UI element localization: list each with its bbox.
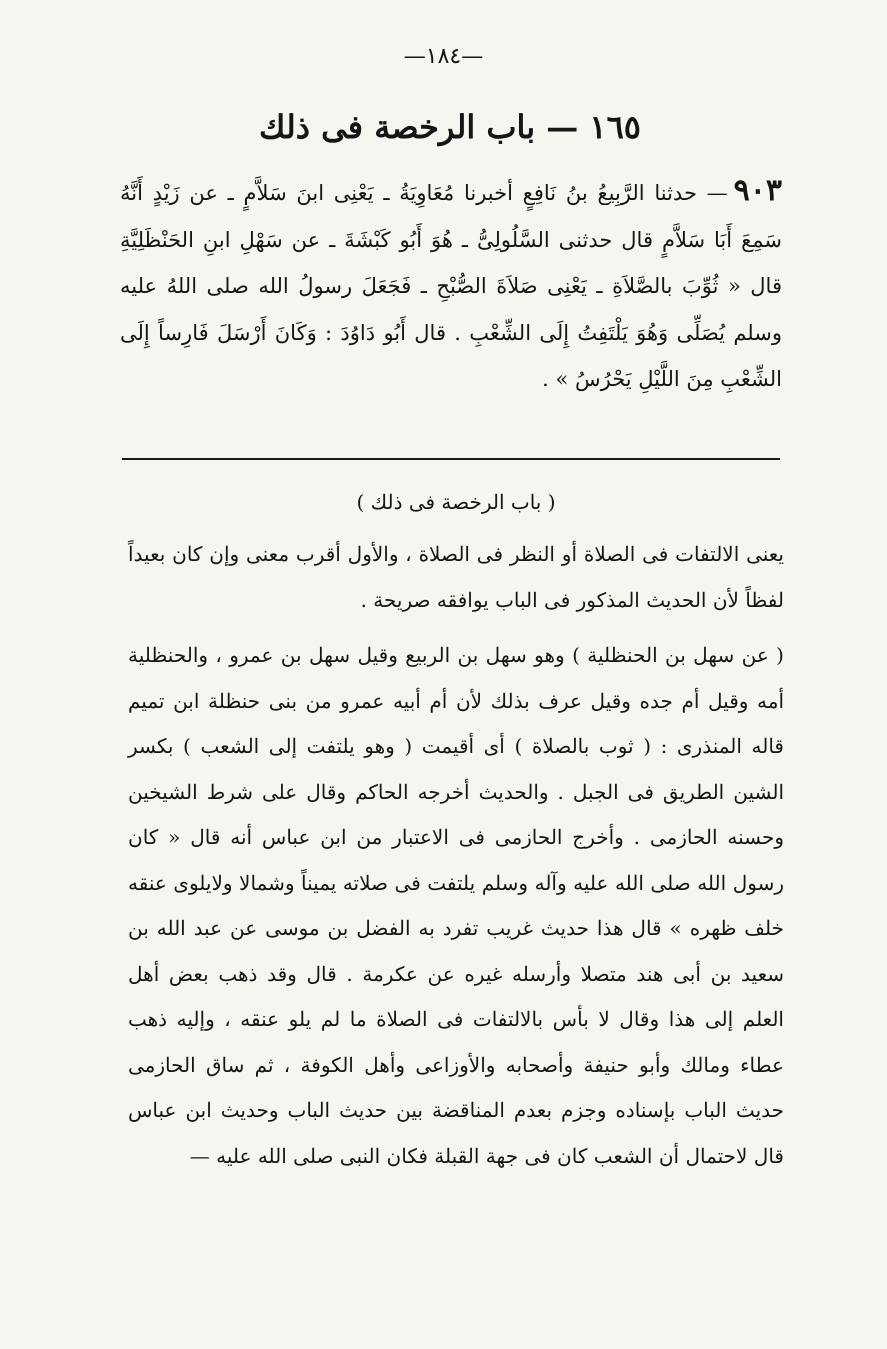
commentary-paragraph-1: يعنى الالتفات فى الصلاة أو النظر فى الصلاة ، والأول أقرب معنى وإن كان بعيداً لفظاً لأن الحديث المذكور فى الباب يوافقه صريحة . bbox=[128, 542, 784, 612]
commentary-heading: ( باب الرخصة فى ذلك ) bbox=[356, 490, 556, 514]
chapter-title: ١٦٥ — باب الرخصة فى ذلك bbox=[259, 108, 641, 146]
section-divider bbox=[122, 458, 780, 460]
hadith-text-block bbox=[120, 168, 782, 403]
commentary-paragraph-2: ( عن سهل بن الحنظلية ) وهو سهل بن الربيع وقيل سهل بن عمرو ، والحنظلية أمه وقيل أم جده وقيل عرف بذلك لأن أم أبيه عمرو من بنى حنظلة ابن تميم قاله المنذرى : ( ثوب بالصلاة ) أى أقيمت ( وهو يلتفت إلى الشعب ) بكسر الشين الطريق فى الجبل . والحديث أخرجه الحاكم وقال على شرط الشيخين وحسنه الحازمى . وأخرج الحازمى فى الاعتبار من ابن عباس أنه قال « كان رسول الله صلى الله عليه وآله وسلم يلتفت فى صلاته يميناً وشمالا ولايلوى عنقه خلف ظهره » قال هذا حديث غريب تفرد به الفضل بن موسى عن عبد الله بن سعيد بن أبى هند متصلا وأرسله غيره عن عكرمة . قال وقد ذهب بعض أهل العلم إلى هذا وقال لا بأس بالالتفات فى الصلاة ما لم يلو عنقه ، وإليه ذهب عطاء ومالك وأبو حنيفة وأصحابه والأوزاعى وأهل الكوفة ، ثم ساق الحازمى حديث الباب بإسناده وجزم بعدم المناقضة بين حديث الباب وحديث ابن عباس قال لاحتمال أن الشعب كان فى جهة القبلة فكان النبى صلى الله عليه — bbox=[128, 643, 784, 1168]
commentary-section bbox=[128, 478, 784, 1185]
hadith-text: — حدثنا الرَّبِيعُ بنُ نَافِعٍ أخبرنا مُعَاوِيَةُ ـ يَعْنِى ابنَ سَلاَّمٍ ـ عن زَيْدٍ أَنَّهُ سَمِعَ أَبَا سَلاَّمٍ قال حدثنى السَّلُولِىُّ ـ هُوَ أَبُو كَبْشَةَ ـ عن سَهْلِ ابنِ الحَنْظَلِيَّةِ قال « ثُوِّبَ بالصَّلاَةِ ـ يَعْنِى صَلاَةَ الصُّبْحِ ـ فَجَعَلَ رسولُ الله صلى اللهُ عليه وسلم يُصَلِّى وَهُوَ يَلْتَفِتُ إِلَى الشِّعْبِ . قال أَبُو دَاوُدَ : وَكَانَ أَرْسَلَ فَارِساً إِلَى الشِّعْبِ مِنَ اللَّيْلِ يَحْرُسُ » . bbox=[120, 181, 782, 391]
page-number: —١٨٤— bbox=[403, 44, 484, 69]
hadith-number: ٩٠٣ bbox=[733, 173, 782, 208]
